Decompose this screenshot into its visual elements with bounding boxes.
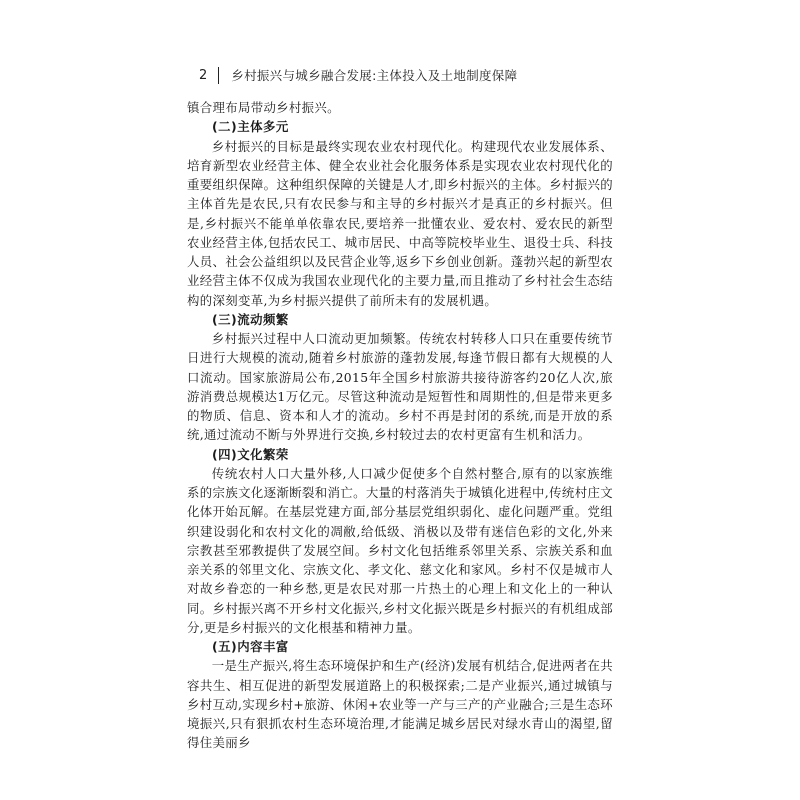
header-divider <box>218 67 219 84</box>
section-paragraph-culture: 传统农村人口大量外移,人口减少促使多个自然村整合,原有的以家族维系的宗族文化逐渐断裂和消亡。大量的村落消失于城镇化进程中,传统村庄文化体开始瓦解。在基层党建方面,部分基层党组织弱化、虚化问题严重。党组织建设弱化和农村文化的凋敝,给低级、消极以及带有迷信色彩的文化,外来宗教甚至邪教提供了发展空间。乡村文化包括维系邻里关系、宗族关系和血亲关系的邻里文化、宗族文化、孝文化、慈文化和家风。乡村不仅是城市人对故乡眷恋的一种乡愁,更是农民对那一片热土的心理上和文化上的一种认同。乡村振兴离不开乡村文化振兴,乡村文化振兴既是乡村振兴的有机组成部分,更是乡村振兴的文化根基和精神力量。 <box>187 465 613 635</box>
section-heading-content: (五)内容丰富 <box>212 639 289 654</box>
section-heading-mobility: (三)流动频繁 <box>212 311 289 327</box>
body-text <box>187 98 613 753</box>
section-paragraph-mobility: 乡村振兴过程中人口流动更加频繁。传统农村转移人口只在重要传统节日进行大规模的流动,随着乡村旅游的蓬勃发展,每逢节假日都有大规模的人口流动。国家旅游局公布,2015年全国乡村旅游共接待游客约20亿人次,旅游消费总规模达1万亿元。尽管这种流动是短暂性和周期性的,但是带来更多的物质、信息、资本和人才的流动。乡村不再是封闭的系统,而是开放的系统,通过流动不断与外界进行交换,乡村较过去的农村更富有生机和活力。 <box>187 331 613 443</box>
running-title: 乡村振兴与城乡融合发展:主体投入及土地制度保障 <box>231 68 518 83</box>
section-heading-culture: (四)文化繁荣 <box>212 446 289 462</box>
page-number: 2 <box>199 67 208 83</box>
running-header <box>199 66 517 84</box>
continued-paragraph: 镇合理布局带动乡村振兴。 <box>187 100 340 115</box>
section-paragraph-subject: 乡村振兴的目标是最终实现农业农村现代化。构建现代农业发展体系、培育新型农业经营主体、健全农业社会化服务体系是实现农业农村现代化的重要组织保障。这种组织保障的关键是人才,即乡村振兴的主体。乡村振兴的主体首先是农民,只有农民参与和主导的乡村振兴才是真正的乡村振兴。但是,乡村振兴不能单单依靠农民,要培养一批懂农业、爱农村、爱农民的新型农业经营主体,包括农民工、城市居民、中高等院校毕业生、退役士兵、科技人员、社会公益组织以及民营企业等,返乡下乡创业创新。蓬勃兴起的新型农业经营主体不仅成为我国农业现代化的主要力量,而且推动了乡村社会生态结构的深刻变革,为乡村振兴提供了前所未有的发展机遇。 <box>187 138 613 308</box>
section-paragraph-content: 一是生产振兴,将生态环境保护和生产(经济)发展有机结合,促进两者在共容共生、相互促进的新型发展道路上的积极探索;二是产业振兴,通过城镇与乡村互动,实现乡村+旅游、休闲+农业等一产与三产的产业融合;三是生态环境振兴,只有狠抓农村生态环境治理,才能满足城乡居民对绿水青山的渴望,留得住美丽乡 <box>187 658 613 751</box>
section-heading-subject: (二)主体多元 <box>212 119 289 135</box>
